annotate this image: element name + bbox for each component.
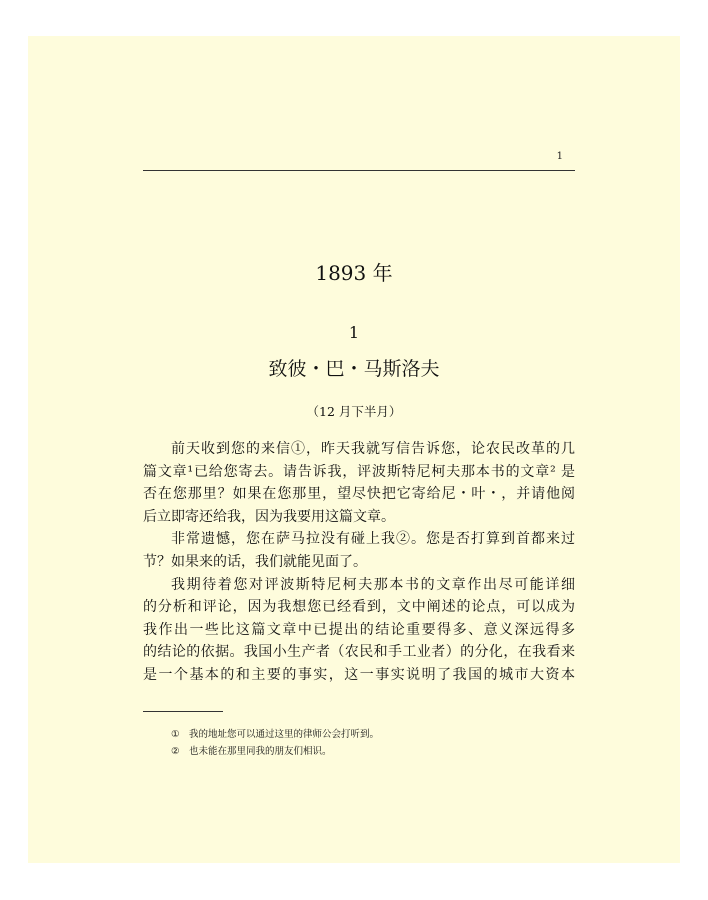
footnote (171, 743, 379, 760)
book-page (28, 36, 680, 863)
footnote-divider (143, 711, 223, 712)
body-line: 的分析和评论，因为我想您已经看到，文中阐述的论点，可以成为 (143, 599, 575, 616)
letter-title: 致彼・巴・马斯洛夫 (268, 358, 440, 380)
body-line: 否在您那里？如果在您那里，望尽快把它寄给尼・叶・，并请他阅 (143, 486, 575, 503)
footnote-text: 我的地址您可以通过这里的律师公会打听到。 (189, 729, 380, 740)
body-line: 是一个基本的和主要的事实，这一事实说明了我国的城市大资本 (143, 666, 575, 683)
footnote (171, 726, 379, 743)
footnote-marker: ① (171, 729, 180, 740)
running-head (143, 150, 575, 171)
footnotes (171, 726, 379, 760)
page-number: 1 (556, 151, 563, 162)
body-line: 节？如果来的话，我们就能见面了。 (143, 553, 367, 570)
body-line: 篇文章¹已给您寄去。请告诉我，评波斯特尼柯夫那本书的文章² 是 (143, 463, 575, 480)
footnote-marker: ② (171, 746, 180, 757)
letter-date: （12 月下半月） (306, 404, 402, 419)
section-year-heading: 1893 年 (315, 261, 393, 285)
body-line: 的结论的依据。我国小生产者（农民和手工业者）的分化，在我看来 (143, 644, 575, 661)
letter-body (143, 438, 575, 687)
body-line: 我作出一些比这篇文章中已提出的结论重要得多、意义深远得多 (143, 621, 575, 638)
body-line: 后立即寄还给我，因为我要用这篇文章。 (143, 508, 395, 525)
body-line: 前天收到您的来信①，昨天我就写信告诉您，论农民改革的几 (171, 441, 575, 457)
letter-number: 1 (348, 323, 360, 342)
body-line: 非常遗憾，您在萨马拉没有碰上我②。您是否打算到首都来过 (171, 531, 575, 548)
footnote-text: 也未能在那里同我的朋友们相识。 (189, 746, 332, 757)
body-line: 我期待着您对评波斯特尼柯夫那本书的文章作出尽可能详细 (171, 576, 575, 593)
